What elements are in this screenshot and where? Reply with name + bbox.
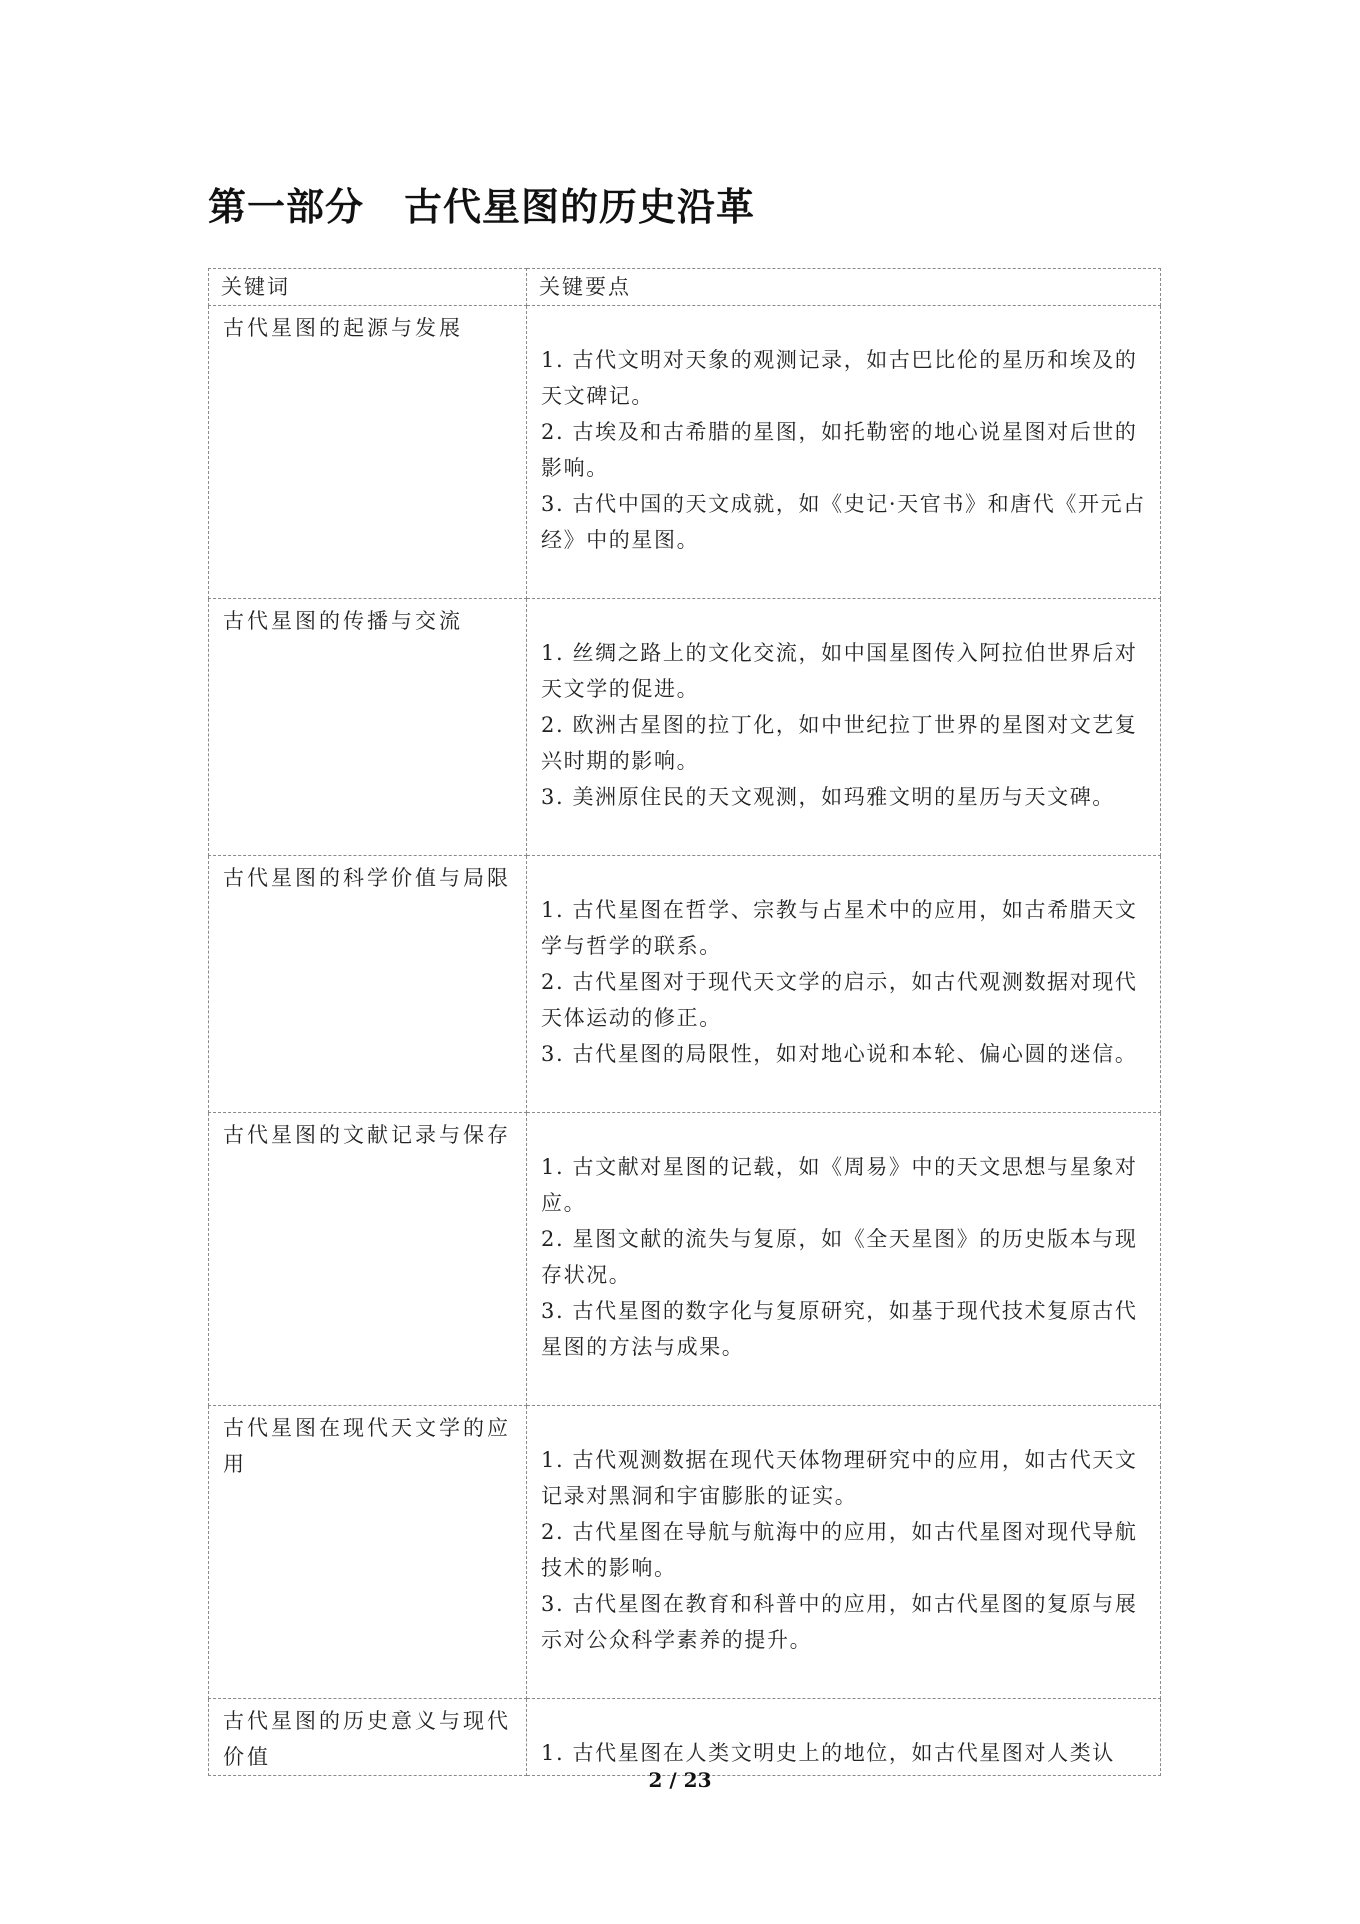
key-point: 1. 古代星图在哲学、宗教与占星术中的应用，如古希腊天文学与哲学的联系。 [541, 898, 1138, 958]
header-keyword: 关键词 [209, 269, 527, 306]
table-header-row [209, 269, 1161, 306]
page-number: 2 / 23 [648, 1768, 712, 1792]
points-cell [527, 1113, 1161, 1406]
key-point: 2. 古埃及和古希腊的星图，如托勒密的地心说星图对后世的影响。 [541, 420, 1138, 480]
section-part-label: 第一部分 [208, 184, 365, 229]
points-cell [527, 1699, 1161, 1776]
key-point: 2. 星图文献的流失与复原，如《全天星图》的历史版本与现存状况。 [541, 1227, 1138, 1287]
key-point: 2. 欧洲古星图的拉丁化，如中世纪拉丁世界的星图对文艺复兴时期的影响。 [541, 713, 1138, 773]
keyword-cell: 古代星图的文献记录与保存 [209, 1113, 527, 1406]
points-cell [527, 856, 1161, 1113]
table-row [209, 1699, 1161, 1776]
section-heading [208, 176, 755, 231]
key-point: 3. 古代星图的局限性，如对地心说和本轮、偏心圆的迷信。 [541, 1042, 1138, 1066]
key-point: 1. 古代观测数据在现代天体物理研究中的应用，如古代天文记录对黑洞和宇宙膨胀的证实。 [541, 1448, 1138, 1508]
keyword-cell: 古代星图的科学价值与局限 [209, 856, 527, 1113]
table-row [209, 856, 1161, 1113]
key-point: 1. 古代文明对天象的观测记录，如古巴比伦的星历和埃及的天文碑记。 [541, 348, 1138, 408]
key-point: 2. 古代星图对于现代天文学的启示，如古代观测数据对现代天体运动的修正。 [541, 970, 1138, 1030]
keyword-cell: 古代星图的传播与交流 [209, 599, 527, 856]
key-point: 1. 丝绸之路上的文化交流，如中国星图传入阿拉伯世界后对天文学的促进。 [541, 641, 1138, 701]
key-point: 1. 古代星图在人类文明史上的地位，如古代星图对人类认 [541, 1741, 1115, 1765]
key-point: 1. 古文献对星图的记载，如《周易》中的天文思想与星象对应。 [541, 1155, 1138, 1215]
table-row [209, 1406, 1161, 1699]
header-key-points: 关键要点 [527, 269, 1161, 306]
key-points-table-container [208, 268, 1160, 1769]
keyword-cell: 古代星图的起源与发展 [209, 306, 527, 599]
key-point: 3. 美洲原住民的天文观测，如玛雅文明的星历与天文碑。 [541, 785, 1115, 809]
points-cell [527, 1406, 1161, 1699]
key-point: 3. 古代中国的天文成就，如《史记·天官书》和唐代《开元占经》中的星图。 [541, 492, 1146, 552]
key-points-table [208, 268, 1161, 1776]
points-cell [527, 306, 1161, 599]
keyword-cell: 古代星图在现代天文学的应用 [209, 1406, 527, 1699]
key-point: 3. 古代星图的数字化与复原研究，如基于现代技术复原古代星图的方法与成果。 [541, 1299, 1138, 1359]
table-row [209, 599, 1161, 856]
keyword-cell: 古代星图的历史意义与现代价值 [209, 1699, 527, 1776]
key-point: 2. 古代星图在导航与航海中的应用，如古代星图对现代导航技术的影响。 [541, 1520, 1138, 1580]
section-title: 古代星图的历史沿革 [404, 184, 756, 229]
key-point: 3. 古代星图在教育和科普中的应用，如古代星图的复原与展示对公众科学素养的提升。 [541, 1592, 1138, 1652]
table-row [209, 1113, 1161, 1406]
points-cell [527, 599, 1161, 856]
table-row [209, 306, 1161, 599]
